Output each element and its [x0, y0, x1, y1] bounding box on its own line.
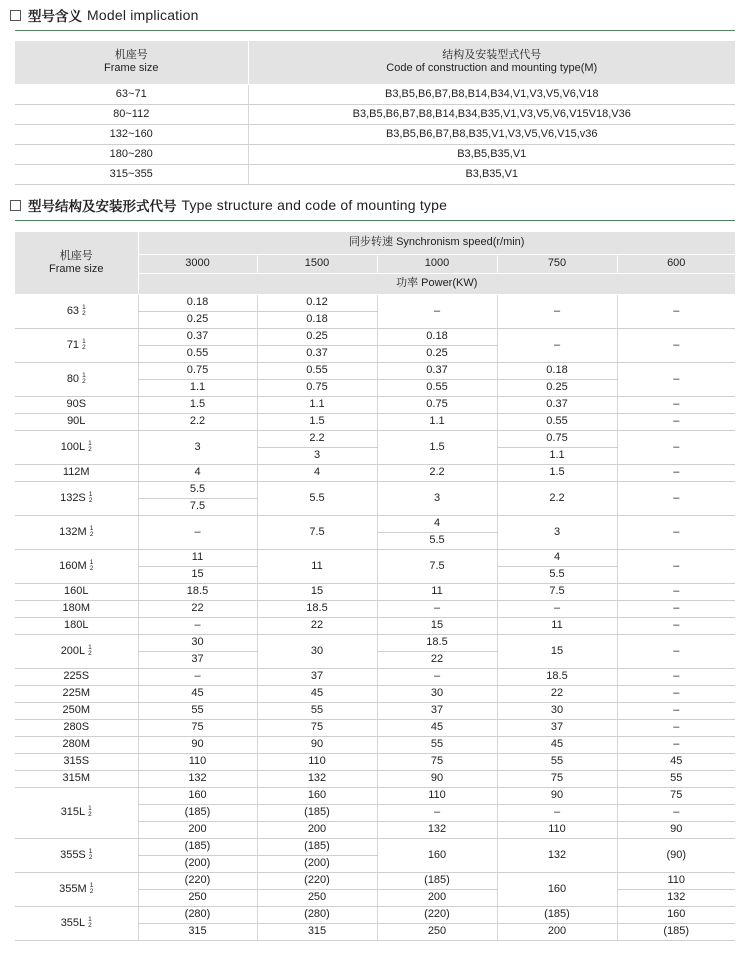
table-row — [15, 617, 735, 634]
table-cell: 225M — [15, 685, 138, 702]
table-cell: – — [617, 736, 735, 753]
table-cell: 0.25 — [257, 328, 377, 345]
table-row — [15, 549, 735, 566]
table-row — [15, 600, 735, 617]
table-cell: 110 — [257, 753, 377, 770]
table-cell: 200 — [377, 889, 497, 906]
table-cell: – — [617, 685, 735, 702]
table-cell: 4 — [497, 549, 617, 566]
table-cell: 132 — [497, 838, 617, 872]
table-cell: 75 — [257, 719, 377, 736]
table-cell: 75 — [377, 753, 497, 770]
table-cell: 75 — [617, 787, 735, 804]
table-cell: 22 — [138, 600, 257, 617]
table-cell: 7.5 — [497, 583, 617, 600]
table-cell: B3,B35,V1 — [248, 164, 735, 184]
table-cell: 180L — [15, 617, 138, 634]
table-cell: 2.2 — [377, 464, 497, 481]
table-cell: 250 — [138, 889, 257, 906]
table-cell: 55 — [617, 770, 735, 787]
table-cell: 11 — [497, 617, 617, 634]
table-row — [15, 583, 735, 600]
table-cell: 0.18 — [497, 362, 617, 379]
fraction-label: 1 2 — [82, 303, 86, 317]
table-row — [15, 464, 735, 481]
table-cell: – — [377, 804, 497, 821]
fraction-label: 1 2 — [82, 337, 86, 351]
table-cell: 0.75 — [257, 379, 377, 396]
table-cell: 45 — [497, 736, 617, 753]
speed-1000: 1000 — [377, 254, 497, 273]
frame-label: 200L 1 2 — [15, 634, 138, 668]
table-cell: 4 — [257, 464, 377, 481]
table-cell: 315 — [257, 923, 377, 940]
frame-label: 100L 1 2 — [15, 430, 138, 464]
table-cell: 132 — [138, 770, 257, 787]
power-header: 功率 Power(KW) — [138, 273, 735, 294]
table-row — [15, 736, 735, 753]
table-cell: 0.37 — [138, 328, 257, 345]
table-cell: 200 — [257, 821, 377, 838]
table-cell: 90 — [497, 787, 617, 804]
table-cell: – — [377, 600, 497, 617]
table-cell: – — [617, 702, 735, 719]
table-cell: – — [617, 617, 735, 634]
table-cell: 180M — [15, 600, 138, 617]
table-row — [15, 362, 735, 379]
table-cell: 11 — [138, 549, 257, 566]
fraction-label: 1 2 — [88, 915, 92, 929]
table-cell: 37 — [377, 702, 497, 719]
frame-label: 315L 1 2 — [15, 787, 138, 838]
table-row — [15, 787, 735, 804]
table-cell: (185) — [497, 906, 617, 923]
fraction-label: 1 2 — [89, 524, 94, 538]
table-cell: (90) — [617, 838, 735, 872]
table-cell: 2.2 — [257, 430, 377, 447]
table-cell: 200 — [138, 821, 257, 838]
table-cell: – — [377, 294, 497, 328]
table-cell: (185) — [257, 804, 377, 821]
table-cell: (185) — [257, 838, 377, 855]
table-cell: 0.55 — [257, 362, 377, 379]
table-cell: 22 — [497, 685, 617, 702]
table-cell: 15 — [257, 583, 377, 600]
table-cell: 3 — [377, 481, 497, 515]
frame-label: 160M 1 2 — [15, 549, 138, 583]
table-cell: 55 — [377, 736, 497, 753]
table-cell: 110 — [377, 787, 497, 804]
table-cell: – — [138, 515, 257, 549]
table-cell: (200) — [138, 855, 257, 872]
table-cell: – — [617, 396, 735, 413]
speed-1500: 1500 — [257, 254, 377, 273]
table-cell: 0.37 — [497, 396, 617, 413]
table-cell: (220) — [138, 872, 257, 889]
fraction-label: 1 2 — [88, 643, 92, 657]
table-cell: – — [617, 430, 735, 464]
table-cell: 4 — [377, 515, 497, 532]
table-cell: 0.75 — [138, 362, 257, 379]
table-cell: (220) — [377, 906, 497, 923]
table-cell: 160 — [497, 872, 617, 906]
table-cell: 11 — [377, 583, 497, 600]
table-cell: 250 — [377, 923, 497, 940]
table-cell: 160 — [138, 787, 257, 804]
table-cell: – — [497, 294, 617, 328]
table-cell: 75 — [138, 719, 257, 736]
frame-label: 132M 1 2 — [15, 515, 138, 549]
table-cell: 30 — [138, 634, 257, 651]
table-cell: B3,B5,B6,B7,B8,B35,V1,V3,V5,V6,V15,v36 — [248, 124, 735, 144]
table-cell: 30 — [497, 702, 617, 719]
table-cell: – — [497, 804, 617, 821]
table-cell: 0.55 — [497, 413, 617, 430]
table-cell: – — [617, 328, 735, 362]
table-cell: 0.25 — [497, 379, 617, 396]
table-cell: 45 — [138, 685, 257, 702]
table-cell: – — [138, 668, 257, 685]
table-cell: (185) — [138, 804, 257, 821]
table-cell: 1.1 — [138, 379, 257, 396]
table-cell: – — [617, 719, 735, 736]
table-cell: 45 — [617, 753, 735, 770]
table-row — [15, 430, 735, 447]
table-cell: 0.18 — [257, 311, 377, 328]
table-cell: 0.75 — [497, 430, 617, 447]
table-cell: 37 — [497, 719, 617, 736]
table-row — [15, 232, 735, 254]
table-cell: 132 — [617, 889, 735, 906]
table-row — [15, 753, 735, 770]
table-cell: 160L — [15, 583, 138, 600]
table-cell: 110 — [497, 821, 617, 838]
table-cell: 0.18 — [377, 328, 497, 345]
table-cell: – — [617, 583, 735, 600]
table-cell: (185) — [377, 872, 497, 889]
section1-divider — [15, 30, 735, 31]
table-row — [15, 124, 735, 144]
table-cell: 3 — [257, 447, 377, 464]
table-cell: 0.37 — [257, 345, 377, 362]
table-cell: 5.5 — [497, 566, 617, 583]
table-cell: 80~112 — [15, 104, 248, 124]
table-row — [15, 634, 735, 651]
section1-title-cn: 型号含义 — [28, 9, 82, 25]
table-cell: 1.5 — [257, 413, 377, 430]
table-row — [15, 396, 735, 413]
table-cell: – — [617, 294, 735, 328]
table-cell: (185) — [138, 838, 257, 855]
frame-label: 355M 1 2 — [15, 872, 138, 906]
checkbox-square-icon — [10, 200, 21, 211]
table-cell: 3 — [497, 515, 617, 549]
table-cell: B3,B5,B35,V1 — [248, 144, 735, 164]
table-cell: 0.18 — [138, 294, 257, 311]
frame-label: 132S 1 2 — [15, 481, 138, 515]
table-cell: 90 — [617, 821, 735, 838]
table-row — [15, 702, 735, 719]
table-cell: 0.12 — [257, 294, 377, 311]
fraction-label: 1 2 — [88, 805, 92, 819]
table-cell: – — [617, 464, 735, 481]
table-cell: (200) — [257, 855, 377, 872]
section1-title-en: Model implication — [87, 7, 199, 23]
table-cell: B3,B5,B6,B7,B8,B14,B34,V1,V3,V5,V6,V18 — [248, 84, 735, 104]
fraction-label: 1 2 — [82, 371, 86, 385]
table-cell: 160 — [617, 906, 735, 923]
table-cell: 45 — [377, 719, 497, 736]
table-cell: (185) — [617, 923, 735, 940]
table-cell: – — [617, 634, 735, 668]
table-cell: 45 — [257, 685, 377, 702]
table-cell: 7.5 — [138, 498, 257, 515]
table-cell: – — [497, 600, 617, 617]
table-row — [15, 872, 735, 889]
fraction-label: 1 2 — [89, 881, 94, 895]
table-cell: 90 — [257, 736, 377, 753]
model-implication-table — [15, 41, 735, 185]
table-cell: 1.5 — [377, 430, 497, 464]
section2-heading — [10, 196, 447, 214]
section2-divider — [15, 220, 735, 221]
table-cell: 4 — [138, 464, 257, 481]
table-cell: 75 — [497, 770, 617, 787]
table-cell: 1.5 — [138, 396, 257, 413]
table-cell: 250M — [15, 702, 138, 719]
table-cell: 0.55 — [377, 379, 497, 396]
table-row — [15, 41, 735, 84]
section2-title-en: Type structure and code of mounting type — [181, 197, 448, 213]
table-cell: 5.5 — [138, 481, 257, 498]
table-row — [15, 294, 735, 311]
table-cell: 30 — [257, 634, 377, 668]
table-cell: 160 — [257, 787, 377, 804]
table-cell: – — [617, 804, 735, 821]
table-cell: – — [377, 668, 497, 685]
table-cell: 5.5 — [257, 481, 377, 515]
section1-heading — [10, 6, 199, 24]
table-row — [15, 719, 735, 736]
table-row — [15, 164, 735, 184]
table-cell: 315 — [138, 923, 257, 940]
table-cell: 132~160 — [15, 124, 248, 144]
table-cell: (280) — [138, 906, 257, 923]
table-cell: B3,B5,B6,B7,B8,B14,B34,B35,V1,V3,V5,V6,V15V18,V36 — [248, 104, 735, 124]
table-cell: – — [138, 617, 257, 634]
table-row — [15, 328, 735, 345]
type-structure-table — [15, 232, 735, 941]
table-cell: 90L — [15, 413, 138, 430]
speed-600: 600 — [617, 254, 735, 273]
table-cell: 55 — [257, 702, 377, 719]
table-cell: 132 — [377, 821, 497, 838]
table-cell: 0.75 — [377, 396, 497, 413]
table-cell: 225S — [15, 668, 138, 685]
frame-label: 355S 1 2 — [15, 838, 138, 872]
table-cell: 0.55 — [138, 345, 257, 362]
table-cell: 18.5 — [377, 634, 497, 651]
speed-750: 750 — [497, 254, 617, 273]
table-row — [15, 481, 735, 498]
table-cell: 110 — [138, 753, 257, 770]
section2-title-cn: 型号结构及安装形式代号 — [28, 199, 177, 215]
table-cell: 15 — [138, 566, 257, 583]
table-cell: 0.25 — [138, 311, 257, 328]
table-cell: 11 — [257, 549, 377, 583]
table-cell: 315M — [15, 770, 138, 787]
table-cell: – — [617, 668, 735, 685]
table-cell: 37 — [257, 668, 377, 685]
table-cell: 37 — [138, 651, 257, 668]
table-cell: 315S — [15, 753, 138, 770]
frame-size-header: 机座号 Frame size — [15, 232, 138, 294]
table-cell: (280) — [257, 906, 377, 923]
table-cell: 1.1 — [497, 447, 617, 464]
table-row — [15, 770, 735, 787]
table-cell: 2.2 — [497, 481, 617, 515]
table-cell: 90S — [15, 396, 138, 413]
table-cell: 18.5 — [497, 668, 617, 685]
table-row — [15, 413, 735, 430]
table-cell: 1.1 — [257, 396, 377, 413]
table-row — [15, 84, 735, 104]
table-cell: – — [617, 600, 735, 617]
checkbox-square-icon — [10, 10, 21, 21]
fraction-label: 1 2 — [88, 439, 92, 453]
table-cell: 112M — [15, 464, 138, 481]
table-cell: 250 — [257, 889, 377, 906]
table-cell: 1.1 — [377, 413, 497, 430]
table-cell: 1.5 — [497, 464, 617, 481]
table-cell: 5.5 — [377, 532, 497, 549]
table-cell: 7.5 — [257, 515, 377, 549]
table-row — [15, 515, 735, 532]
table-cell: 110 — [617, 872, 735, 889]
table-cell: 200 — [497, 923, 617, 940]
table-cell: 63~71 — [15, 84, 248, 104]
table-cell: 280M — [15, 736, 138, 753]
table-cell: 18.5 — [138, 583, 257, 600]
table-cell: 0.37 — [377, 362, 497, 379]
table-cell: – — [617, 362, 735, 396]
table-cell: – — [617, 515, 735, 549]
table-cell: 180~280 — [15, 144, 248, 164]
table-cell: 22 — [377, 651, 497, 668]
fraction-label: 1 2 — [89, 558, 94, 572]
table-cell: 30 — [377, 685, 497, 702]
table-cell: (220) — [257, 872, 377, 889]
table-cell: 2.2 — [138, 413, 257, 430]
frame-label: 71 1 2 — [15, 328, 138, 362]
table-cell: 280S — [15, 719, 138, 736]
table-cell: 15 — [497, 634, 617, 668]
table-row — [15, 906, 735, 923]
table-cell: – — [617, 549, 735, 583]
table-cell: 160 — [377, 838, 497, 872]
table-cell: 55 — [497, 753, 617, 770]
table-cell: – — [497, 328, 617, 362]
table-cell: 22 — [257, 617, 377, 634]
table-cell: 55 — [138, 702, 257, 719]
table-cell: 3 — [138, 430, 257, 464]
table-row — [15, 685, 735, 702]
speed-3000: 3000 — [138, 254, 257, 273]
construction-code-header: 结构及安装型式代号 Code of construction and mounting type(M) — [248, 41, 735, 84]
table-cell: 15 — [377, 617, 497, 634]
frame-label: 80 1 2 — [15, 362, 138, 396]
fraction-label: 1 2 — [88, 490, 93, 504]
table-cell: 7.5 — [377, 549, 497, 583]
table-row — [15, 144, 735, 164]
synchronism-speed-header: 同步转速 Synchronism speed(r/min) — [138, 232, 735, 254]
frame-size-header: 机座号 Frame size — [15, 41, 248, 84]
frame-label: 355L 1 2 — [15, 906, 138, 940]
table-cell: 0.25 — [377, 345, 497, 362]
table-cell: 315~355 — [15, 164, 248, 184]
table-row — [15, 838, 735, 855]
table-cell: 90 — [377, 770, 497, 787]
table-row — [15, 104, 735, 124]
table-cell: – — [617, 481, 735, 515]
table-cell: – — [617, 413, 735, 430]
table-cell: 18.5 — [257, 600, 377, 617]
frame-label: 63 1 2 — [15, 294, 138, 328]
table-cell: 90 — [138, 736, 257, 753]
fraction-label: 1 2 — [88, 847, 93, 861]
table-row — [15, 668, 735, 685]
table-cell: 132 — [257, 770, 377, 787]
